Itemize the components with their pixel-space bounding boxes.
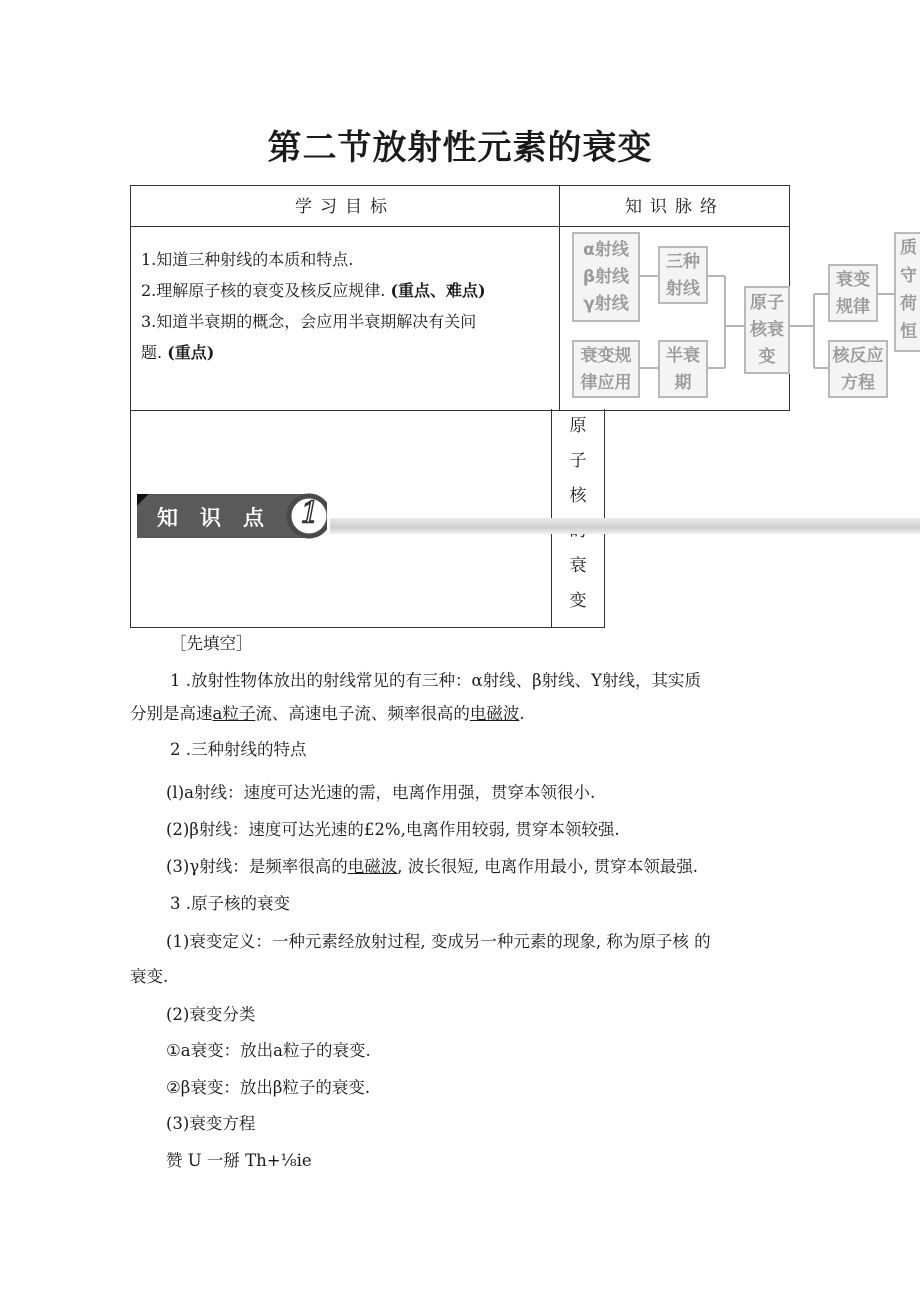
para-2-heading: 2 .三种射线的特点	[170, 740, 307, 759]
knowledge-point-banner	[137, 492, 327, 540]
blank-em-wave-2: 电磁波	[347, 857, 398, 876]
goal-item-2	[141, 275, 551, 306]
flow-conservation-4: 恒	[900, 322, 917, 342]
flow-box-decay-law: 衰变规律	[828, 264, 878, 322]
para-2-item-3	[166, 853, 698, 877]
para-2-item-2: (2)β射线：速度可达光速的£2%,电离作用较弱, 贯穿本领较强.	[166, 820, 620, 839]
flow-ray-gamma: γ射线	[583, 294, 629, 314]
banner-rule	[330, 518, 920, 534]
para-3-item-2-a: ①a衰变：放出a粒子的衰变.	[166, 1041, 371, 1060]
goal-item-3: 3.知道半衰期的概念，会应用半衰期解决有关问	[141, 312, 477, 331]
side-title-char: 变	[569, 591, 587, 611]
goals-list	[141, 244, 551, 368]
goal-item-1: 1.知道三种射线的本质和特点.	[141, 250, 354, 269]
flow-box-half-life: 半衰期	[658, 340, 708, 398]
prefill-label: ［先填空］	[170, 634, 253, 653]
para-3-item-1-line-1: (1)衰变定义：一种元素经放射过程, 变成另一种元素的现象, 称为原子核 的	[166, 932, 711, 951]
goal-item-3-tag: (重点)	[167, 343, 215, 362]
side-title-char: 原	[569, 416, 587, 436]
goal-item-2-tag: (重点、难点)	[390, 281, 486, 300]
para-1-text: 流、高速电子流、频率很高的	[255, 704, 470, 723]
flow-box-conservation	[894, 232, 920, 352]
para-2-item-3-text: , 波长很短, 电离作用最小, 贯穿本领最强.	[397, 857, 698, 876]
side-title-char: 衰	[569, 556, 587, 576]
flow-conservation-3: 荷	[900, 294, 917, 314]
blank-alpha-particle: a粒子	[212, 704, 256, 723]
side-title-char: 子	[569, 451, 587, 471]
para-1-line-1: 1 .放射性物体放出的射线常见的有三种：α射线、β射线、Y射线，其实质	[170, 671, 702, 690]
decay-equation: 赞 U 一掰 Th+⅛ie	[166, 1151, 312, 1170]
goal-item-3-cont	[141, 337, 551, 368]
banner-number: 1	[300, 496, 320, 531]
para-3-item-3: (3)衰变方程	[166, 1114, 256, 1133]
section-side-title	[552, 409, 604, 619]
flow-box-rays	[572, 232, 640, 322]
side-title-char: 核	[569, 486, 587, 506]
knowledge-flow-diagram	[560, 226, 920, 406]
flow-box-nucleus-decay: 原子核衰变	[744, 286, 790, 374]
flow-conservation-2: 守	[900, 266, 917, 286]
para-3-item-1-line-2: 衰变.	[130, 967, 169, 986]
para-1-line-2	[130, 700, 525, 724]
flow-ray-beta: β射线	[582, 267, 630, 287]
banner-label: 知识点	[157, 506, 286, 530]
blank-em-wave: 电磁波	[469, 704, 520, 723]
goal-item-3-end: 题.	[141, 343, 163, 362]
para-2-item-3-text: (3)γ射线：是频率很高的	[166, 857, 348, 876]
flow-conservation-1: 质	[900, 238, 917, 258]
page-title: 第二节放射性元素的衰变	[267, 128, 653, 168]
col-header-goals: 学习目标	[295, 197, 395, 217]
col-header-knowledge: 知识脉络	[625, 197, 725, 217]
para-3-item-2-b: ②β衰变：放出β粒子的衰变.	[166, 1078, 371, 1097]
para-1-period: .	[519, 704, 525, 723]
flow-box-decay-application: 衰变规律应用	[572, 340, 640, 398]
para-3-heading: 3 .原子核的衰变	[170, 894, 290, 913]
flow-box-three-kinds: 三种射线	[658, 246, 708, 304]
flow-box-reaction-equation: 核反应方程	[828, 340, 888, 398]
para-1-text: 分别是高速	[130, 704, 213, 723]
goal-item-2-text: 2.理解原子核的衰变及核反应规律.	[141, 281, 386, 300]
para-3-item-2: (2)衰变分类	[166, 1005, 256, 1024]
para-2-item-1: (l)a射线：速度可达光速的需，电离作用强，贯穿本领很小.	[166, 783, 596, 802]
flow-ray-alpha: α射线	[583, 240, 629, 260]
